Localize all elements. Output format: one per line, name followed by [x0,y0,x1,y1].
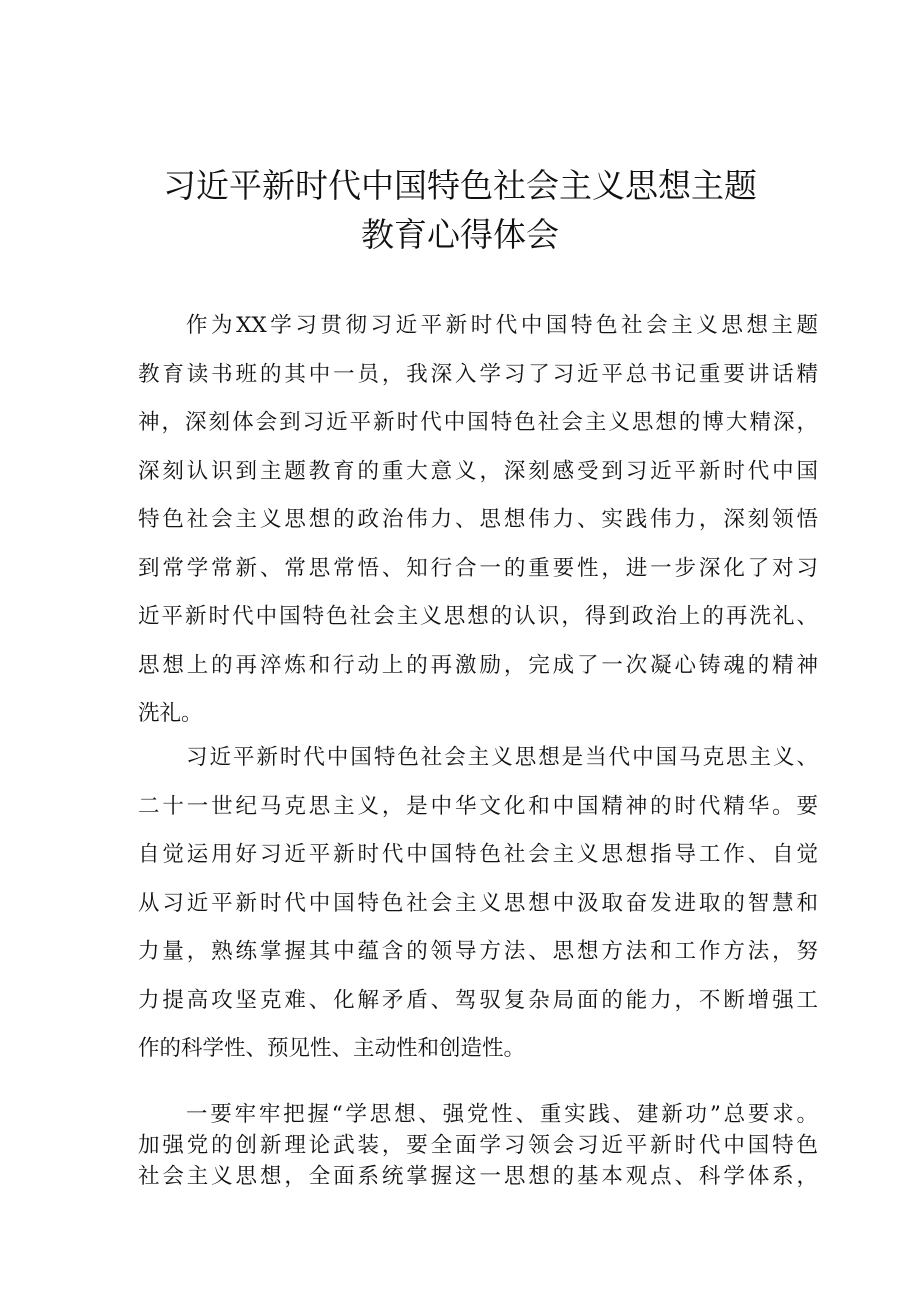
paragraph-line: 近平新时代中国特色社会主义思想的认识，得到政治上的再洗礼、 [138,604,818,629]
paragraph-line: 从习近平新时代中国特色社会主义思想中汲取奋发进取的智慧和 [138,890,818,916]
paragraph-line: 神，深刻体会到习近平新时代中国特色社会主义思想的博大精深， [138,410,818,435]
paragraph-line: 到常学常新、常思常悟、知行合一的重要性，进一步深化了对习 [138,555,818,581]
paragraph-line: 教育读书班的其中一员，我深入学习了习近平总书记重要讲话精 [138,361,818,387]
paragraph-line: 特色社会主义思想的政治伟力、思想伟力、实践伟力，深刻领悟 [138,507,818,532]
paragraph-line: 作的科学性、预见性、主动性和创造性。 [138,1036,526,1061]
document-title-line-1: 习近平新时代中国特色社会主义思想主题 [163,166,757,205]
document-title-line-2: 教育心得体会 [361,215,559,254]
paragraph-line: 自觉运用好习近平新时代中国特色社会主义思想指导工作、自觉 [138,842,818,867]
paragraph-line: 作为XX学习贯彻习近平新时代中国特色社会主义思想主题 [186,313,818,338]
paragraph-line: 力量，熟练掌握其中蕴含的领导方法、思想方法和工作方法，努 [138,939,818,964]
paragraph-line: 加强党的创新理论武装，要全面学习领会习近平新时代中国特色 [138,1133,818,1158]
paragraph-line: 洗礼。 [138,701,203,726]
paragraph-line: 思想上的再淬炼和行动上的再激励，完成了一次凝心铸魂的精神 [138,652,818,678]
paragraph-line: 一要牢牢把握“学思想、强党性、重实践、建新功”总要求。 [186,1102,818,1127]
paragraph-line: 深刻认识到主题教育的重大意义，深刻感受到习近平新时代中国 [138,458,818,484]
paragraph-line: 社会主义思想，全面系统掌握这一思想的基本观点、科学体系， [138,1164,818,1189]
paragraph-2 [138,734,818,1074]
paragraph-1 [138,302,818,739]
paragraph-line: 二十一世纪马克思主义，是中华文化和中国精神的时代精华。要 [138,793,818,819]
paragraph-line: 力提高攻坚克难、化解矛盾、驾驭复杂局面的能力，不断增强工 [138,987,818,1013]
paragraph-3 [138,1099,818,1192]
paragraph-line: 习近平新时代中国特色社会主义思想是当代中国马克思主义、 [186,745,818,770]
